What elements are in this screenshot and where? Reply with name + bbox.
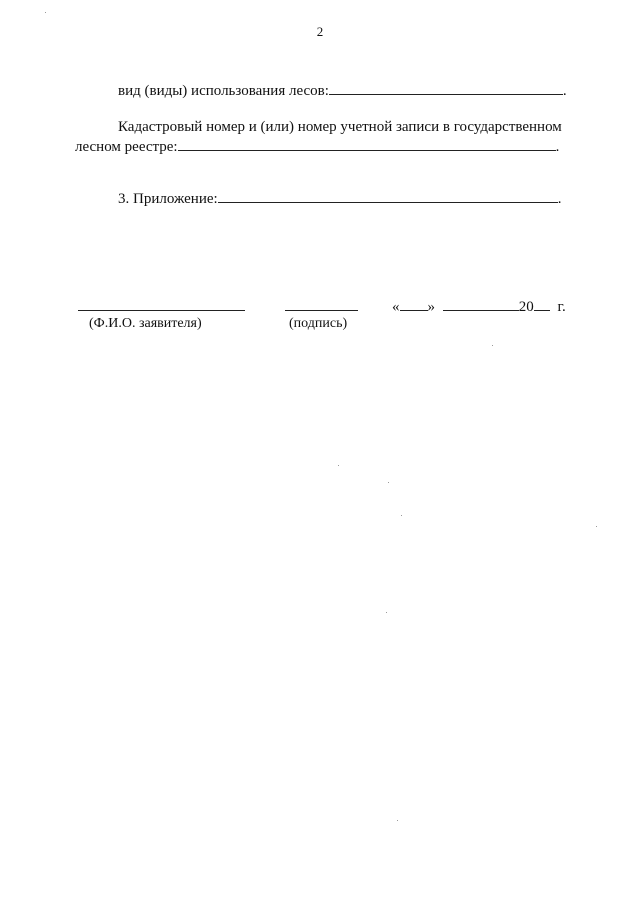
year-suffix: г. (557, 299, 566, 315)
applicant-name-blank[interactable] (78, 296, 245, 311)
page-number: 2 (316, 24, 324, 39)
forest-use-label: вид (виды) использования лесов: (118, 83, 329, 99)
cadastral-end: . (555, 139, 560, 155)
date-close-quote: » (427, 299, 435, 315)
cadastral-row (75, 136, 559, 156)
attachment-row (118, 188, 561, 208)
date-open-quote: « (392, 299, 400, 315)
date-year-blank[interactable] (534, 296, 550, 311)
date-row (392, 296, 566, 316)
scan-speck (388, 482, 389, 483)
scan-speck (401, 515, 402, 516)
forest-use-end: . (562, 83, 567, 99)
name-caption: (Ф.И.О. заявителя) (89, 316, 202, 331)
attachment-blank[interactable] (218, 188, 558, 203)
date-month-blank[interactable] (443, 296, 519, 311)
cadastral-blank[interactable] (178, 136, 556, 151)
scan-speck (492, 345, 493, 346)
scan-speck (386, 612, 387, 613)
cadastral-label: лесном реестре: (75, 139, 178, 155)
forest-use-blank[interactable] (329, 80, 563, 95)
forest-use-row (118, 80, 567, 100)
scan-speck (397, 820, 398, 821)
date-day-blank[interactable] (400, 296, 428, 311)
scan-speck (338, 465, 339, 466)
scan-speck (596, 526, 597, 527)
year-prefix: 20 (518, 299, 534, 315)
signature-caption: (подпись) (289, 316, 348, 331)
signature-blank[interactable] (285, 296, 358, 311)
cadastral-line-1: Кадастровый номер и (или) номер учетной записи в государственном (118, 119, 562, 135)
attachment-end: . (557, 191, 562, 207)
attachment-label: 3. Приложение: (118, 191, 218, 207)
scan-speck (45, 12, 46, 13)
